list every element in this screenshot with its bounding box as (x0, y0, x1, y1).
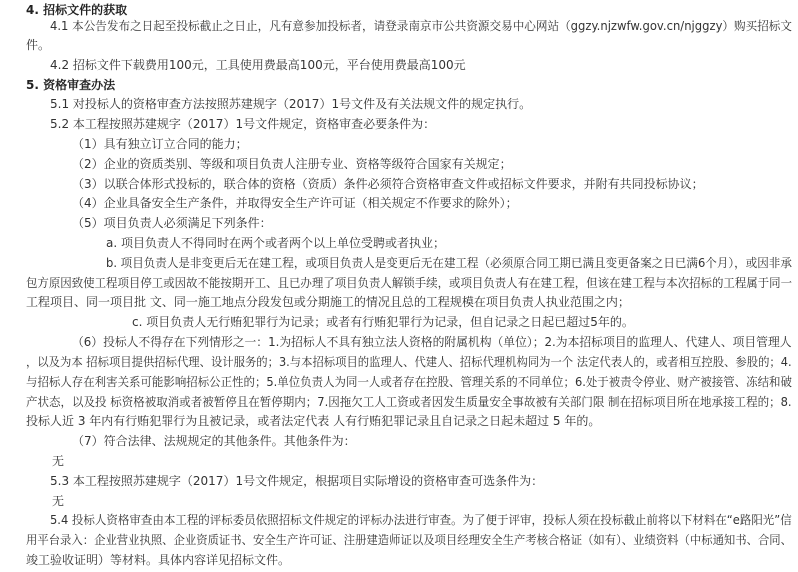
condition-6-line-2: ，以及为本 招标项目提供招标代理、设计服务的；3.与本招标项目的监理人、代建人、招标代理机构同为一个 法定代表人的，或者相互控股、参股的；4. (26, 354, 792, 369)
clause-4-2: 4.2 招标文件下载费用100元，工具使用费最高100元，平台使用费最高100元 (50, 57, 466, 72)
condition-5-b-line-1: b. 项目负责人是非变更后无在建工程，或项目负责人是变更后无在建工程（必须原合同工期已满且变更备案之日已满6个月），或因非承 (106, 255, 792, 270)
clause-5-3: 5.3 本工程按照苏建规字（2017）1号文件规定，根据项目实际增设的资格审查可选条件为： (50, 473, 544, 488)
condition-1: （1）具有独立订立合同的能力； (72, 136, 248, 151)
section-4-heading: 4. 招标文件的获取 (26, 3, 128, 17)
clause-5-4-line-1: 5.4 投标人资格审查由本工程的评标委员依照招标文件规定的评标办法进行审查。为了便于评审，投标人须在投标截止前将以下材料在“e路阳光”信 (50, 513, 792, 528)
condition-7-value: 无 (52, 453, 65, 468)
condition-6-line-5: 投标人近 3 年内有行贿犯罪行为且被记录，或者法定代表 人有行贿犯罪记录且自记录之日起未超过 5 年的。 (26, 414, 601, 429)
condition-5-c: c. 项目负责人无行贿犯罪行为记录；或者有行贿犯罪行为记录，但自记录之日起已超过5年的。 (132, 315, 634, 330)
condition-2: （2）企业的资质类别、等级和项目负责人注册专业、资格等级符合国家有关规定； (72, 156, 512, 171)
condition-5-a: a. 项目负责人不得同时在两个或者两个以上单位受聘或者执业； (106, 236, 445, 251)
condition-6-line-3: 与招标人存在利害关系可能影响招标公正性的；5.单位负责人为同一人或者存在控股、管理关系的不同单位；6.处于被责令停业、财产被接管、冻结和破 (26, 374, 792, 389)
condition-6-line-1: （6）投标人不得存在下列情形之一：1.为招标人不具有独立法人资格的附属机构（单位）；2.为本招标项目的监理人、代建人、项目管理人 (72, 335, 792, 350)
condition-5: （5）项目负责人必须满足下列条件： (72, 216, 272, 231)
condition-4: （4）企业具备安全生产条件，并取得安全生产许可证（相关规定不作要求的除外）； (72, 196, 518, 211)
condition-5-b-line-3: 工程项目、同一项目批 文、同一施工地点分段发包或分期施工的情况且总的工程规模在项目负责人执业范围之内； (26, 295, 630, 310)
condition-5-b-line-2: 包方原因致使工程项目停工或因故不能按期开工、且已办理了项目负责人解锁手续，或项目负责人有在建工程，但该在建工程与本次招标的工程属于同一 (26, 275, 793, 290)
clause-5-1: 5.1 对投标人的资格审查方法按照苏建规字（2017）1号文件及有关法规文件的规定执行。 (50, 97, 532, 112)
clause-5-2: 5.2 本工程按照苏建规字（2017）1号文件规定，资格审查必要条件为： (50, 117, 436, 132)
condition-7: （7）符合法律、法规规定的其他条件。其他条件为： (72, 434, 356, 449)
clause-5-3-value: 无 (52, 493, 65, 508)
condition-6-line-4: 产状态，以及投 标资格被取消或者被暂停且在暂停期内；7.因拖欠工人工资或者因发生质量安全事故被有关部门限 制在招标项目所在地承接工程的；8. (26, 394, 792, 409)
section-5-heading: 5. 资格审查办法 (26, 77, 116, 92)
clause-5-4-line-3: 竣工验收证明）等材料。具体内容详见招标文件。 (26, 553, 291, 567)
clause-4-1-line-1: 4.1 本公告发布之日起至投标截止之日止，凡有意参加投标者，请登录南京市公共资源交易中心网站（ggzy.njzwfw.gov.cn/njggzy）购买招标文 (50, 19, 792, 34)
clause-5-4-line-2: 用平台录入：企业营业执照、企业资质证书、安全生产许可证、注册建造师证以及项目经理安全生产考核合格证（如有）、业绩资料（中标通知书、合同、 (26, 533, 793, 548)
condition-3: （3）以联合体形式投标的，联合体的资格（资质）条件必须符合资格审查文件或招标文件要求，并附有共同投标协议； (72, 176, 704, 191)
clause-4-1-line-2: 件。 (26, 37, 51, 52)
